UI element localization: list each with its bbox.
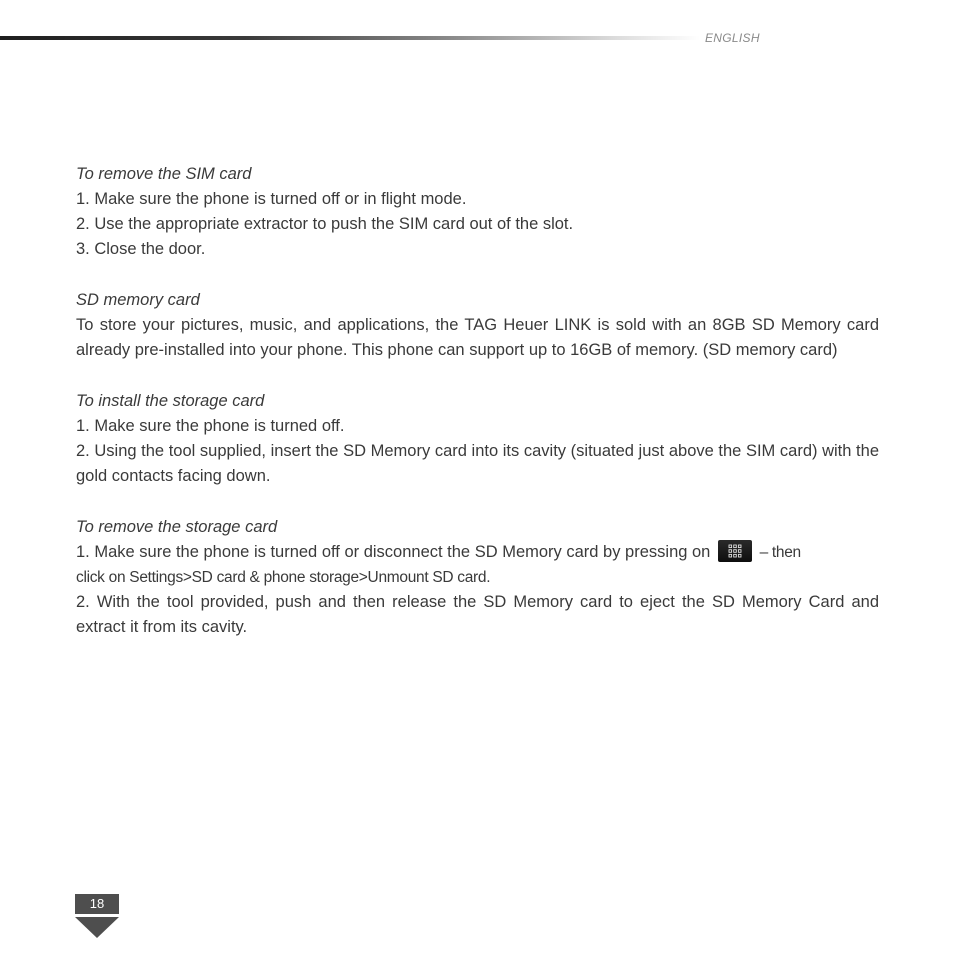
remove-storage-step-2: 2. With the tool provided, push and then release the SD Memory card to eject the SD Memory Card and extract it from its cavity.: [76, 593, 879, 636]
sd-card-body: To store your pictures, music, and applications, the TAG Heuer LINK is sold with an 8GB SD Memory card already pre-installed into your phone. This phone can support up to 16GB of memory. (SD memory card): [76, 316, 879, 359]
remove-sim-step-2: 2. Use the appropriate extractor to push the SIM card out of the slot.: [76, 215, 574, 233]
page-tab-arrow: [75, 917, 119, 938]
remove-sim-step-3: 3. Close the door.: [76, 240, 206, 258]
install-storage-step-1: 1. Make sure the phone is turned off.: [76, 417, 345, 435]
remove-sim-heading: To remove the SIM card: [76, 165, 252, 183]
install-storage-heading: To install the storage card: [76, 392, 265, 410]
page-number: 18: [75, 894, 119, 914]
language-label: ENGLISH: [705, 31, 760, 45]
sd-card-heading: SD memory card: [76, 291, 200, 309]
remove-storage-heading: To remove the storage card: [76, 518, 278, 536]
app-grid-icon: [718, 540, 752, 562]
remove-sim-step-1: 1. Make sure the phone is turned off or in flight mode.: [76, 190, 467, 208]
install-storage-step-2: 2. Using the tool supplied, insert the SD Memory card into its cavity (situated just above the SIM card) with the gold contacts facing down.: [76, 442, 879, 485]
remove-storage-step-1-suffix: – then: [759, 544, 801, 561]
header-rule: [0, 36, 700, 40]
remove-storage-step-1: [76, 540, 879, 565]
remove-storage-step-1-path: click on Settings>SD card & phone storage>Unmount SD card.: [76, 569, 491, 586]
remove-storage-step-1-text: 1. Make sure the phone is turned off or disconnect the SD Memory card by pressing on: [76, 543, 711, 561]
manual-content: [76, 162, 879, 640]
